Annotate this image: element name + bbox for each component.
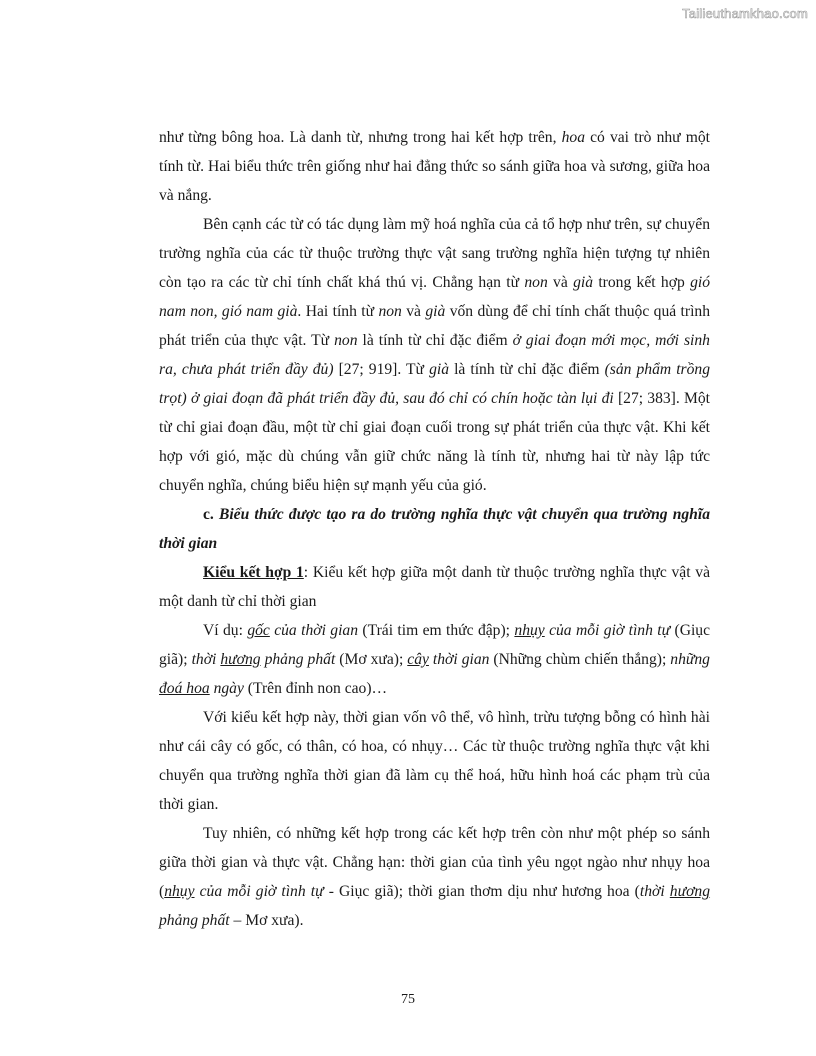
text-run: trong kết hợp — [593, 274, 691, 291]
text-run: và — [547, 274, 574, 291]
italic-term: gió nam non, gió nam già — [159, 274, 711, 320]
italic-term: non — [378, 303, 402, 320]
underlined-term: nhụy — [164, 883, 195, 900]
text-run: như từng bông hoa. Là danh từ, nhưng trong hai kết hợp trên, — [159, 129, 562, 146]
italic-term: hoa — [561, 129, 586, 146]
italic-term: non — [524, 274, 548, 291]
source-ref: (Trên đỉnh non cao)… — [243, 680, 388, 697]
italic-term: già — [425, 303, 446, 320]
italic-definition: ở giai đoạn mới mọc, mới sinh ra, chưa phát triển đầy đủ) — [159, 332, 710, 378]
italic-definition: (sản phẩm trồng trọt) ở giai đoạn đã phát triển đầy đủ, sau đó chỉ có chín hoặc tàn lụi đi — [159, 361, 710, 407]
text-run: là tính từ chỉ đặc điểm — [449, 361, 605, 378]
text-run: có vai trò như một tính từ. Hai biểu thức trên giống như hai đẳng thức so sánh giữa hoa và sương, giữa hoa và nắng. — [159, 129, 710, 204]
paragraph-2 — [159, 210, 710, 500]
italic-term: thời — [191, 651, 221, 668]
italic-term: già — [573, 274, 594, 291]
text-run: vốn dùng để chỉ tính chất thuộc quá trình phát triển của thực vật. Từ — [159, 303, 711, 349]
paragraph-4-examples — [159, 616, 710, 703]
italic-term: thời gian — [428, 651, 490, 668]
source-ref: (Những chùm chiến thắng); — [489, 651, 671, 668]
underlined-term: nhụy — [514, 622, 545, 639]
text-run: . Hai tính từ — [297, 303, 379, 320]
italic-term: của mỗi giờ tình tự — [194, 883, 324, 900]
citation-run: [27; 383]. Một từ chỉ giai đoạn đầu, một từ chỉ giai đoạn cuối trong sự phát triển của thực vật. Khi kết hợp với gió, mặc dù chúng vẫn giữ chức năng là tính từ, nhưng hai từ này lập tức chuyển nghĩa, chúng biểu hiện sự mạnh yếu của gió. — [159, 390, 710, 494]
text-run: Tuy nhiên, có những kết hợp trong các kết hợp trên còn như một phép so sánh giữa thời gian và thực vật. Chẳng hạn: thời gian của tình yêu ngọt ngào như nhụy hoa ( — [159, 825, 710, 900]
text-run: Ví dụ: — [203, 622, 248, 639]
paragraph-6 — [159, 819, 710, 935]
document-body — [159, 123, 710, 935]
citation-run: [27; 919]. Từ — [333, 361, 430, 378]
text-run: - Giục giã); thời gian thơm dịu như hương hoa ( — [323, 883, 640, 900]
underlined-term: hương — [669, 883, 711, 900]
italic-term: thời — [639, 883, 670, 900]
italic-term: phảng phất — [260, 651, 336, 668]
text-run: và — [401, 303, 426, 320]
italic-term: của mỗi giờ tình tự — [544, 622, 671, 639]
underlined-term: cây — [407, 651, 429, 668]
italic-term: phảng phất — [159, 912, 230, 929]
combination-type-label: Kiểu kết hợp 1 — [203, 564, 304, 581]
italic-term: của thời gian — [269, 622, 359, 639]
text-run: – Mơ xưa). — [229, 912, 304, 929]
source-ref: (Trái tim em thức đập); — [358, 622, 515, 639]
text-run: Bên cạnh các từ có tác dụng làm mỹ hoá nghĩa của cả tổ hợp như trên, sự chuyển trường nghĩa của các từ thuộc trường thực vật sang trường nghĩa hiện tượng tự nhiên còn tạo ra các từ chỉ tính chất khá thú vị. Chẳng hạn từ — [159, 216, 710, 291]
page-number: 75 — [401, 992, 415, 1007]
italic-term: những — [670, 651, 710, 668]
italic-term: ngày — [209, 680, 244, 697]
italic-term: non — [334, 332, 358, 349]
underlined-term: gốc — [247, 622, 270, 639]
paragraph-3 — [159, 558, 710, 616]
paragraph-5: Với kiểu kết hợp này, thời gian vốn vô thể, vô hình, trừu tượng bỗng có hình hài như cái cây có gốc, có thân, có hoa, có nhụy… Các từ thuộc trường nghĩa thực vật khi chuyển qua trường nghĩa thời gian đã làm cụ thể hoá, hữu hình hoá các phạm trù của thời gian. — [159, 709, 710, 813]
text-run: : Kiểu kết hợp giữa một danh từ thuộc trường nghĩa thực vật và một danh từ chỉ thời gian — [159, 564, 710, 610]
source-ref: (Mơ xưa); — [335, 651, 408, 668]
italic-term: già — [429, 361, 450, 378]
watermark: Tailieuthamkhao.com — [682, 6, 808, 21]
paragraph-1 — [159, 123, 710, 210]
section-marker: c. — [203, 506, 214, 523]
section-heading — [159, 500, 710, 558]
section-title: Biểu thức được tạo ra do trường nghĩa thực vật chuyển qua trường nghĩa thời gian — [159, 506, 710, 552]
text-run: là tính từ chỉ đặc điểm — [357, 332, 513, 349]
underlined-term: hương — [220, 651, 261, 668]
underlined-term: đoá hoa — [159, 680, 210, 697]
source-ref: (Giục giã); — [159, 622, 711, 668]
